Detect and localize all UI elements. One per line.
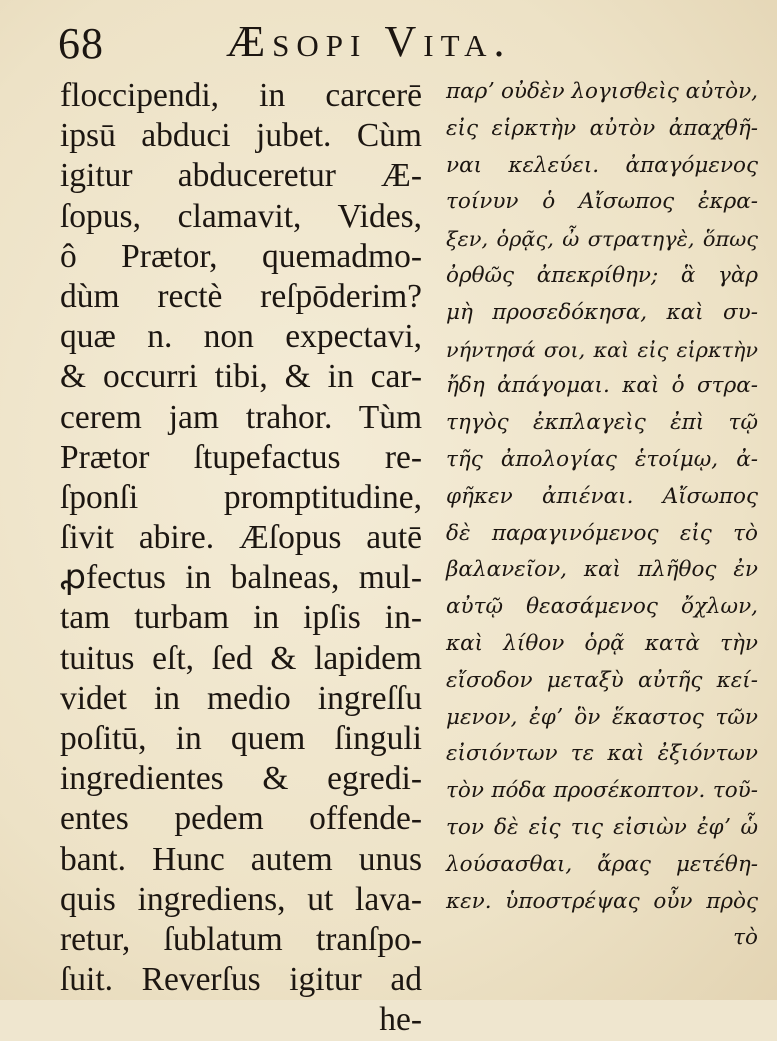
greek-line: τηγὸς ἐκπλαγεὶς ἐπὶ τῷ bbox=[446, 410, 758, 436]
greek-line: λούσασθαι, ἄρας μετέθη- bbox=[446, 851, 758, 877]
latin-line: tuitus eſt, ſed & lapidem bbox=[60, 639, 422, 677]
greek-line: καὶ λίθον ὁρᾷ κατὰ τὴν bbox=[446, 630, 758, 656]
greek-line: τοίνυν ὁ Αἴσωπος ἐκρα- bbox=[446, 189, 758, 215]
latin-line: & occurri tibi, & in car- bbox=[60, 358, 422, 396]
latin-line: cerem jam trahor. Tùm bbox=[60, 398, 422, 436]
greek-catchword: τὸ bbox=[733, 925, 758, 951]
greek-line: ἤδη ἀπάγομαι. καὶ ὁ στρα- bbox=[446, 373, 758, 399]
greek-line: κεν. ὑποστρέψας οὖν πρὸς bbox=[446, 888, 758, 914]
greek-line: τον δὲ εἰς τις εἰσιὼν ἐφʼ ὧ bbox=[446, 814, 758, 840]
latin-line: ipsū abduci jubet. Cùm bbox=[60, 117, 422, 155]
greek-line: δὲ παραγινόμενος εἰς τὸ bbox=[446, 520, 758, 546]
greek-column bbox=[446, 74, 758, 957]
latin-line: ꝓfectus in balneas, mul- bbox=[60, 559, 422, 597]
greek-line: ναι κελεύει. ἀπαγόμενος bbox=[446, 152, 758, 178]
greek-line: νήντησά σοι, καὶ εἰς εἱρκτὴν bbox=[446, 337, 758, 362]
latin-line: ſivit abire. Æſopus autē bbox=[60, 519, 422, 557]
latin-line: dùm rectè reſpōderim? bbox=[60, 277, 422, 315]
latin-line: videt in medio ingreſſu bbox=[60, 679, 422, 717]
greek-line: τῆς ἀπολογίας ἑτοίμῳ, ἀ- bbox=[446, 446, 758, 472]
latin-column bbox=[60, 76, 422, 1041]
greek-line: τὸν πόδα προσέκοπτον. τοῦ- bbox=[446, 778, 758, 804]
latin-line: quis ingrediens, ut lava- bbox=[60, 880, 422, 918]
latin-line: igitur abduceretur Æ- bbox=[60, 157, 422, 195]
greek-line: βαλανεῖον, καὶ πλῆθος ἐν bbox=[446, 557, 758, 583]
latin-line: poſitū, in quem ſinguli bbox=[60, 720, 422, 757]
latin-line: quæ n. non expectavi, bbox=[60, 318, 422, 356]
greek-line: ξεν, ὁρᾷς, ὦ στρατηγὲ, ὅπως bbox=[446, 227, 758, 252]
latin-line: retur, ſublatum tranſpo- bbox=[60, 920, 422, 958]
greek-line: μενον, ἐφʼ ὃν ἕκαστος τῶν bbox=[446, 704, 758, 730]
latin-line: tam turbam in ipſis in- bbox=[60, 599, 422, 637]
latin-line: floccipendi, in carcerē bbox=[60, 77, 422, 114]
latin-line: ſponſi promptitudine, bbox=[60, 478, 422, 516]
latin-line: ſuit. Reverſus igitur ad bbox=[60, 961, 422, 999]
page-number: 68 bbox=[58, 19, 104, 68]
running-title: Æsopi Vita. bbox=[226, 17, 512, 66]
latin-line: ſopus, clamavit, Vides, bbox=[60, 197, 422, 235]
latin-catchword: he- bbox=[379, 1001, 422, 1039]
latin-line: Prætor ſtupefactus re- bbox=[60, 438, 422, 476]
greek-line: εἰσιόντων τε καὶ ἐξιόντων bbox=[446, 741, 758, 767]
latin-line: ingredientes & egredi- bbox=[60, 760, 422, 798]
greek-line: φῆκεν ἀπιέναι. Αἴσωπος bbox=[446, 483, 758, 509]
latin-line: bant. Hunc autem unus bbox=[60, 840, 422, 878]
latin-line: ô Prætor, quemadmo- bbox=[60, 237, 422, 275]
greek-line: εἴσοδον μεταξὺ αὐτῆς κεί- bbox=[446, 667, 758, 693]
latin-line: entes pedem offende- bbox=[60, 800, 422, 838]
page-header bbox=[58, 14, 758, 74]
greek-line: εἰς εἱρκτὴν αὐτὸν ἀπαχθῆ- bbox=[446, 115, 758, 141]
greek-line: ὀρθῶς ἀπεκρίθην; ἃ γὰρ bbox=[446, 262, 758, 288]
greek-line: μὴ προσεδόκησα, καὶ συ- bbox=[446, 299, 758, 325]
greek-line: παρʼ οὐδὲν λογισθεὶς αὐτὸν, bbox=[446, 79, 759, 104]
greek-line: αὐτῷ θεασάμενος ὄχλων, bbox=[446, 594, 758, 620]
